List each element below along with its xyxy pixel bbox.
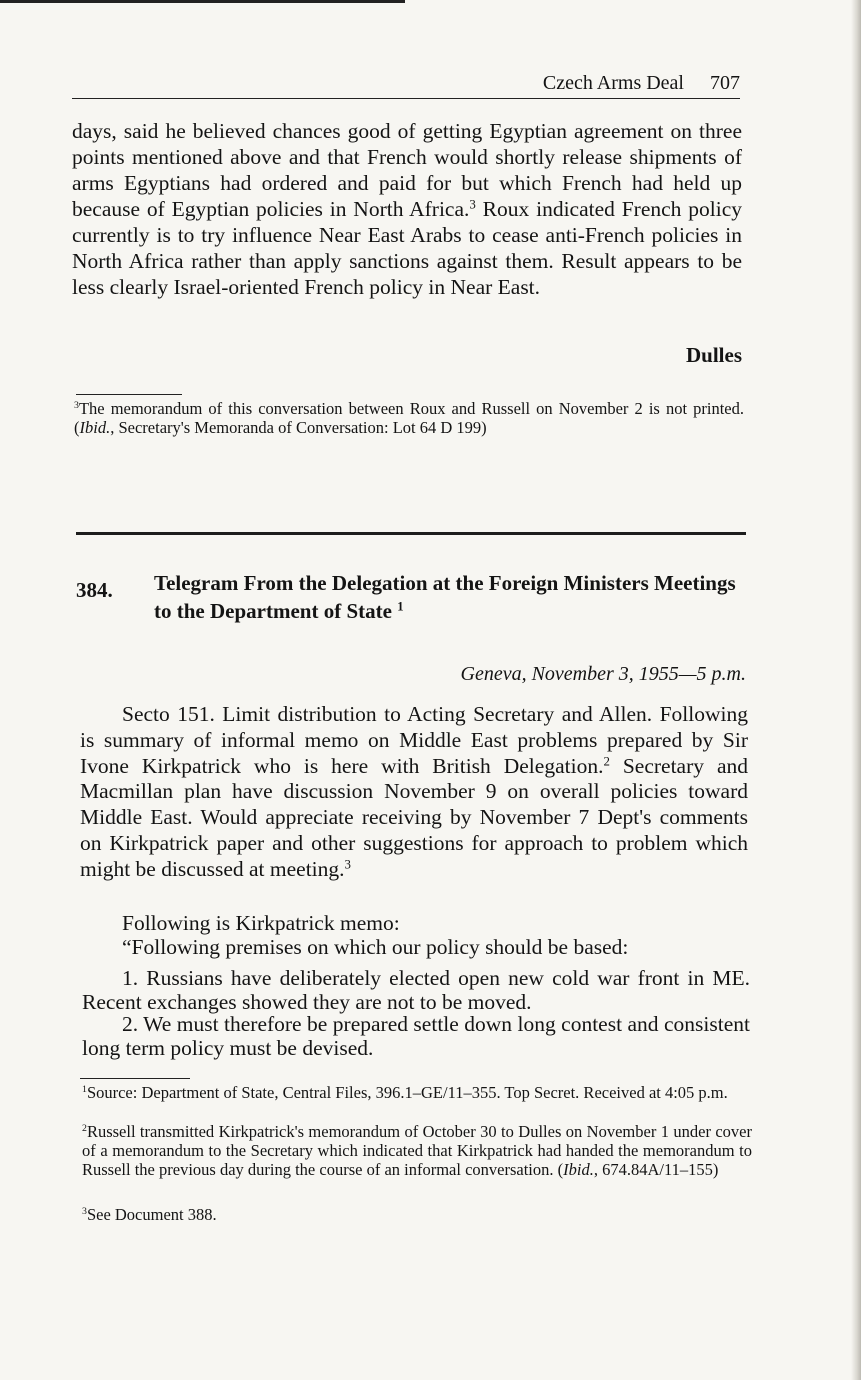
continued-paragraph — [72, 118, 742, 300]
footnote-marker-1: 1 — [82, 1084, 87, 1096]
running-title: Czech Arms Deal — [542, 72, 684, 94]
document-title-text: Telegram From the Delegation at the Foreign Ministers Meetings to the Department of State — [154, 571, 736, 623]
body-text: Secto 151. Limit distribution to Acting Secretary and Allen. Following is summary of informal memo on Middle East problems prepared by Sir Ivone Kirkpatrick who is here with British Delegation. — [80, 702, 748, 778]
footnote-marker-2: 2 — [82, 1123, 87, 1135]
footnote-2-text: Russell transmitted Kirkpatrick's memorandum of October 30 to Dulles on November 1 under cover of a memorandum to the Secretary which indicated that Kirkpatrick had handed the memorandum to Russell the previous day during the course of an informal conversation. ( — [82, 1122, 752, 1179]
footnote-text-rest: , Secretary's Memoranda of Conversation: Lot 64 D 199) — [110, 418, 487, 437]
footnote-ref-3b: 3 — [344, 857, 351, 872]
footnote-rule — [76, 394, 182, 395]
body-paragraph-3: “Following premises on which our policy should be based: — [122, 935, 629, 959]
section-rule — [76, 532, 746, 535]
document-title — [154, 569, 744, 625]
list-item-2: 2. We must therefore be prepared settle down long contest and consistent long term policy must be devised. — [82, 1012, 750, 1060]
body-text-cont: Secretary and Macmillan plan have discussion November 9 on overall policies toward Middle East. Would appreciate receiving by November 7 Dept's comments on Kirkpatrick paper and other suggestions for approach to problem which might be discussed at meeting. — [80, 753, 748, 881]
scan-edge-bar — [0, 0, 405, 3]
continued-text: days, said he believed chances good of getting Egyptian agreement on three points mentioned above and that French would shortly release shipments of arms Egyptians had ordered and paid for but which French had held up because of Egyptian policies in North Africa. — [72, 119, 742, 221]
continued-text-rest: Roux indicated French policy currently is to try influence Near East Arabs to cease anti-French policies in North Africa rather than apply sanctions against them. Result appears to be less clearly Israel-oriented French policy in Near East. — [72, 197, 742, 299]
signature: Dulles — [685, 343, 742, 367]
footnote-1-text: Source: Department of State, Central Files, 396.1–GE/11–355. Top Secret. Received at 4:05 p.m. — [86, 1083, 728, 1102]
footnote-prev — [74, 399, 744, 437]
document-number: 384. — [76, 578, 113, 602]
footnote-3-text: See Document 388. — [86, 1205, 217, 1224]
page-gutter-shadow — [851, 0, 861, 1380]
footnote-ibid: Ibid. — [79, 418, 111, 437]
footnote-2 — [82, 1122, 752, 1179]
running-head — [72, 70, 740, 99]
footnote-text: The memorandum of this conversation between Roux and Russell on November 2 is not printed. ( — [74, 399, 744, 437]
body-paragraph-1 — [80, 702, 748, 883]
footnote-2-ibid: Ibid. — [563, 1160, 594, 1179]
footnote-ref-2: 2 — [603, 753, 610, 768]
footnote-2-text-rest: , 674.84A/11–155) — [593, 1160, 719, 1179]
footnote-rule-2 — [80, 1078, 190, 1079]
page-number: 707 — [710, 72, 740, 94]
footnote-3 — [82, 1205, 752, 1224]
title-footnote-ref: 1 — [397, 599, 404, 614]
footnote-ref-3: 3 — [469, 197, 476, 212]
footnote-marker: 3 — [74, 400, 79, 412]
footnote-marker-3: 3 — [82, 1206, 87, 1218]
body-paragraph-2: Following is Kirkpatrick memo: — [122, 911, 400, 935]
footnote-1 — [82, 1083, 752, 1102]
dateline: Geneva, November 3, 1955—5 p.m. — [460, 663, 746, 685]
list-item-1: 1. Russians have deliberately elected open new cold war front in ME. Recent exchanges showed they are not to be moved. — [82, 966, 750, 1014]
